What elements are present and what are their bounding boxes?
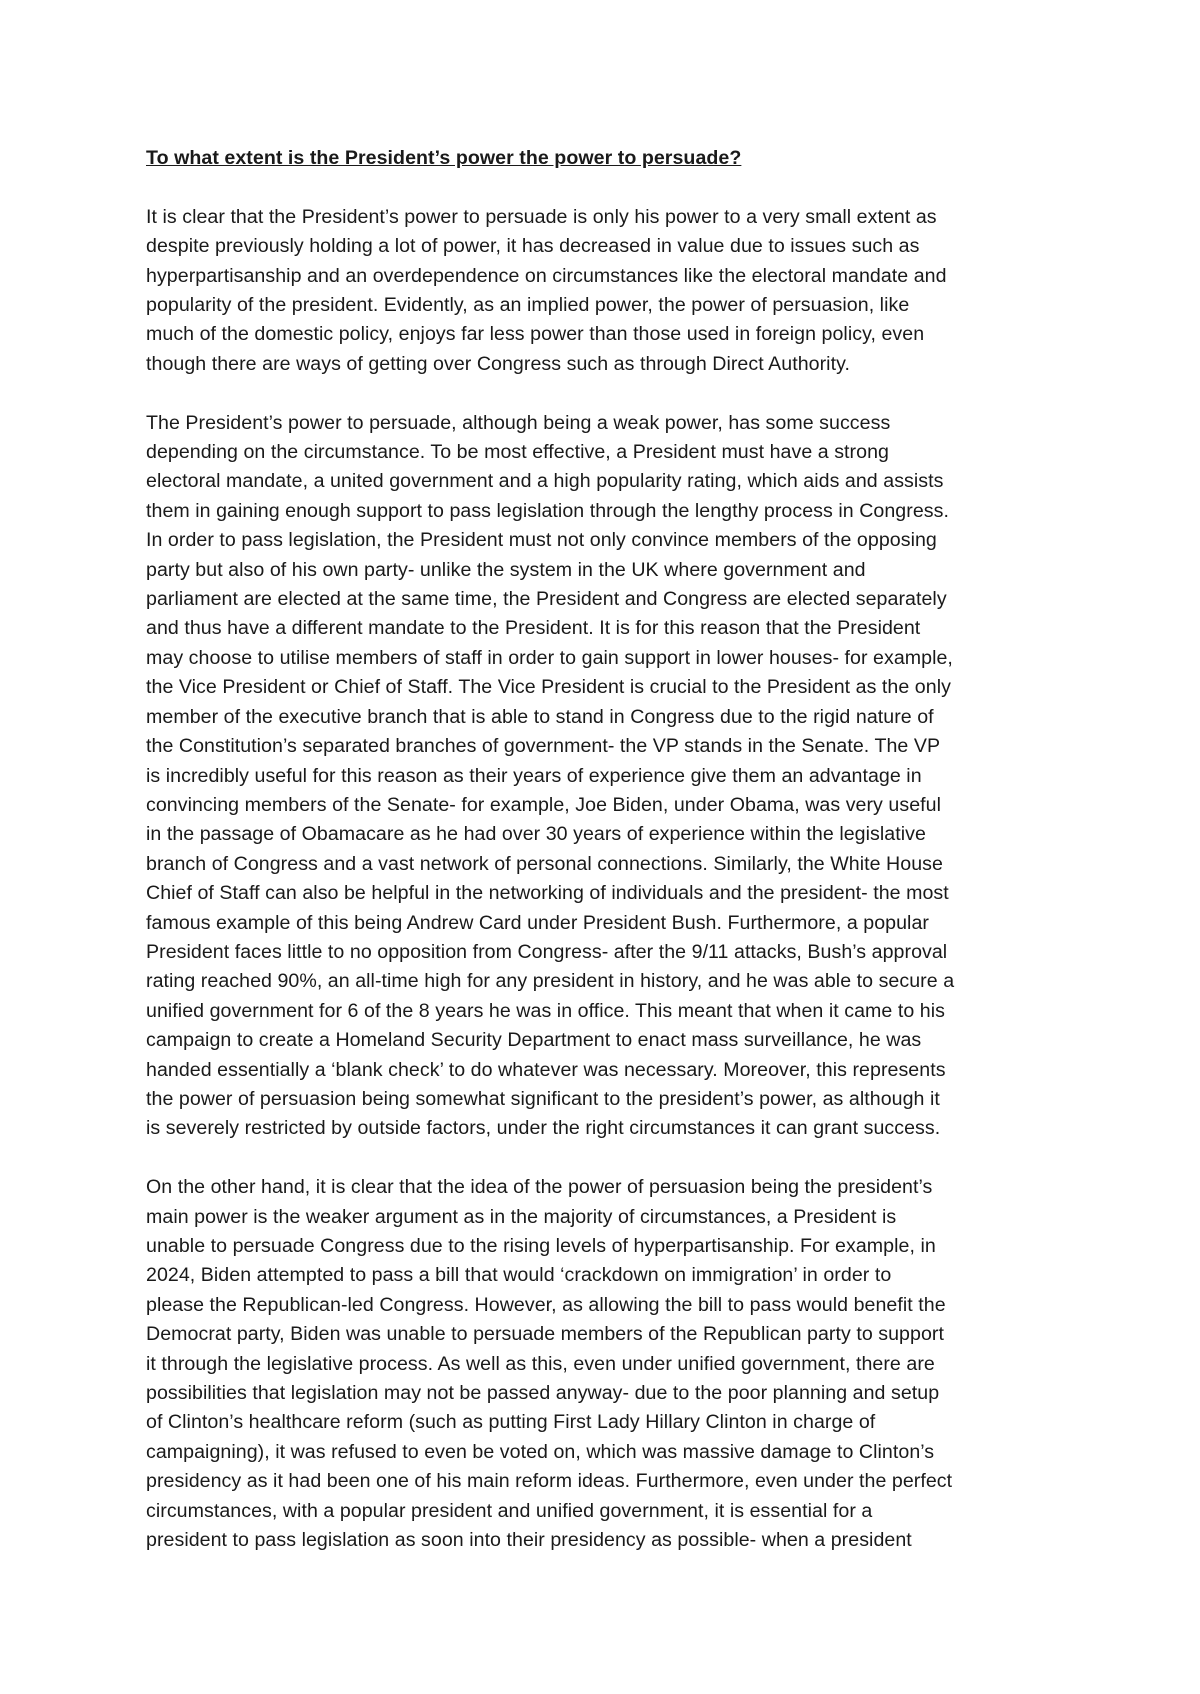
paragraph-line: 2024, Biden attempted to pass a bill that would ‘crackdown on immigration’ in order to bbox=[146, 1264, 892, 1287]
paragraph-line: despite previously holding a lot of power, it has decreased in value due to issues such as bbox=[146, 235, 920, 258]
document-title: To what extent is the President’s power the power to persuade? bbox=[146, 147, 742, 169]
paragraph-line: It is clear that the President’s power to persuade is only his power to a very small extent as bbox=[146, 205, 937, 228]
paragraph-line: campaigning), it was refused to even be voted on, which was massive damage to Clinton’s bbox=[146, 1440, 935, 1463]
paragraph-line: may choose to utilise members of staff in order to gain support in lower houses- for example, bbox=[146, 646, 953, 669]
paragraph-line: much of the domestic policy, enjoys far less power than those used in foreign policy, even bbox=[146, 323, 925, 346]
paragraph bbox=[146, 409, 1082, 1144]
paragraph-line: famous example of this being Andrew Card under President Bush. Furthermore, a popular bbox=[146, 911, 929, 934]
paragraph-line: The President’s power to persuade, although being a weak power, has some success bbox=[146, 411, 891, 434]
paragraph-line: depending on the circumstance. To be most effective, a President must have a strong bbox=[146, 441, 889, 464]
paragraph-line: though there are ways of getting over Congress such as through Direct Authority. bbox=[146, 352, 850, 375]
paragraph-line: unified government for 6 of the 8 years he was in office. This meant that when it came to his bbox=[146, 999, 945, 1022]
paragraph-line: branch of Congress and a vast network of personal connections. Similarly, the White House bbox=[146, 852, 943, 875]
paragraph-line: main power is the weaker argument as in the majority of circumstances, a President is bbox=[146, 1205, 897, 1228]
paragraph-line: the Vice President or Chief of Staff. The Vice President is crucial to the President as the only bbox=[146, 676, 951, 699]
document-body bbox=[146, 144, 1082, 1585]
paragraph-line: president to pass legislation as soon into their presidency as possible- when a president bbox=[146, 1529, 912, 1552]
paragraph-line: rating reached 90%, an all-time high for any president in history, and he was able to secure a bbox=[146, 970, 955, 993]
paragraph-line: circumstances, with a popular president and unified government, it is essential for a bbox=[146, 1499, 873, 1522]
paragraph-line: member of the executive branch that is able to stand in Congress due to the rigid nature of bbox=[146, 705, 934, 728]
paragraph-line: On the other hand, it is clear that the idea of the power of persuasion being the president’s bbox=[146, 1176, 933, 1199]
paragraph-line: is incredibly useful for this reason as their years of experience give them an advantage in bbox=[146, 764, 922, 787]
paragraph-line: presidency as it had been one of his main reform ideas. Furthermore, even under the perfect bbox=[146, 1470, 953, 1493]
paragraph bbox=[146, 1173, 1082, 1555]
paragraph-line: it through the legislative process. As well as this, even under unified government, there are bbox=[146, 1352, 935, 1375]
paragraph-line: campaign to create a Homeland Security Department to enact mass surveillance, he was bbox=[146, 1029, 922, 1052]
paragraph-line: In order to pass legislation, the President must not only convince members of the opposing bbox=[146, 529, 937, 552]
paragraph-line: of Clinton’s healthcare reform (such as putting First Lady Hillary Clinton in charge of bbox=[146, 1411, 876, 1434]
paragraph-list bbox=[146, 203, 1082, 1556]
paragraph-line: them in gaining enough support to pass legislation through the lengthy process in Congress. bbox=[146, 499, 949, 522]
paragraph-line: hyperpartisanship and an overdependence on circumstances like the electoral mandate and bbox=[146, 264, 947, 287]
paragraph-line: the power of persuasion being somewhat significant to the president’s power, as although it bbox=[146, 1087, 940, 1110]
paragraph-line: is severely restricted by outside factors, under the right circumstances it can grant success. bbox=[146, 1117, 941, 1140]
paragraph-line: possibilities that legislation may not be passed anyway- due to the poor planning and setup bbox=[146, 1382, 940, 1405]
paragraph-line: Democrat party, Biden was unable to persuade members of the Republican party to support bbox=[146, 1323, 944, 1346]
paragraph-line: and thus have a different mandate to the President. It is for this reason that the President bbox=[146, 617, 921, 640]
paragraph-line: convincing members of the Senate- for example, Joe Biden, under Obama, was very useful bbox=[146, 793, 941, 816]
paragraph-line: please the Republican-led Congress. However, as allowing the bill to pass would benefit the bbox=[146, 1293, 946, 1316]
paragraph-line: party but also of his own party- unlike the system in the UK where government and bbox=[146, 558, 866, 581]
paragraph-line: popularity of the president. Evidently, as an implied power, the power of persuasion, like bbox=[146, 294, 910, 317]
paragraph bbox=[146, 203, 1082, 379]
paragraph-line: the Constitution’s separated branches of government- the VP stands in the Senate. The VP bbox=[146, 735, 941, 758]
paragraph-line: unable to persuade Congress due to the rising levels of hyperpartisanship. For example, in bbox=[146, 1234, 936, 1257]
paragraph-line: parliament are elected at the same time, the President and Congress are elected separately bbox=[146, 588, 947, 611]
paragraph-line: President faces little to no opposition from Congress- after the 9/11 attacks, Bush’s approval bbox=[146, 940, 948, 963]
paragraph-line: handed essentially a ‘blank check’ to do whatever was necessary. Moreover, this represents bbox=[146, 1058, 946, 1081]
paragraph-line: Chief of Staff can also be helpful in the networking of individuals and the president- the most bbox=[146, 882, 949, 905]
paragraph-line: in the passage of Obamacare as he had over 30 years of experience within the legislative bbox=[146, 823, 926, 846]
paragraph-line: electoral mandate, a united government and a high popularity rating, which aids and assists bbox=[146, 470, 944, 493]
